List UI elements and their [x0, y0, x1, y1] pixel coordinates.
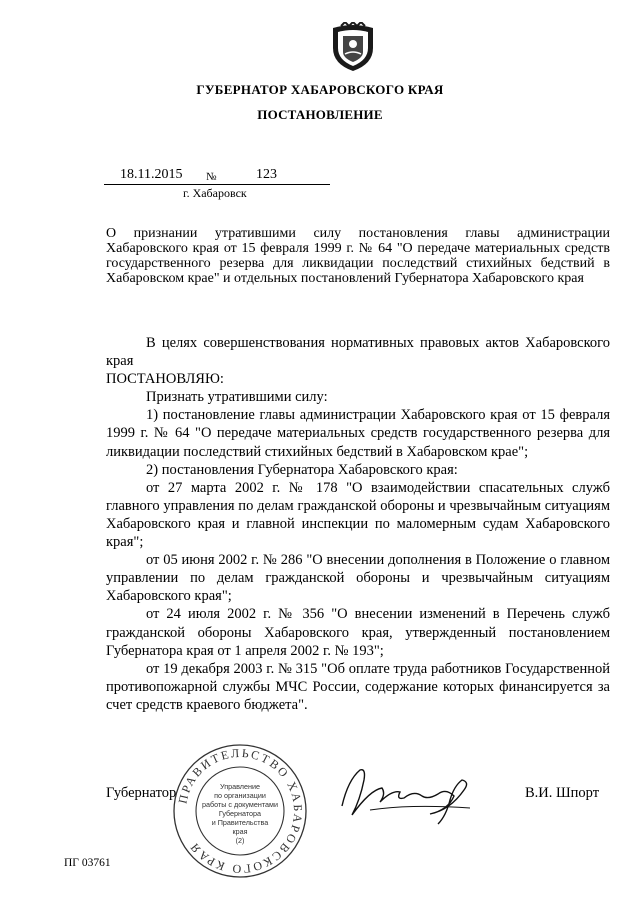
decree-number: 123 [256, 167, 277, 182]
date-number-line [104, 167, 330, 185]
stamp-line: края [232, 827, 248, 836]
decree-title: ПОСТАНОВЛЕНИЕ [257, 107, 383, 122]
stamp-line: по организации [214, 791, 266, 800]
coat-of-arms-icon [329, 22, 377, 72]
handwritten-signature [330, 760, 480, 830]
body-intro: В целях совершенствования нормативных правовых актов Хабаровского края [106, 335, 610, 370]
stamp-line: Управление [220, 782, 260, 791]
body-subitem-2: от 05 июня 2002 г. № 286 "О внесении дополнения в Положение о главном управлении по делам гражданской обороны и чрезвычайным ситуациям Хабаровского края"; [106, 552, 610, 605]
body-decree: ПОСТАНОВЛЯЮ: [106, 371, 224, 388]
official-stamp [172, 743, 308, 879]
city: г. Хабаровск [183, 186, 247, 200]
decree-date: 18.11.2015 [120, 167, 183, 182]
stamp-ring-text: ПРАВИТЕЛЬСТВО ХАБАРОВСКОГО КРАЯ [175, 745, 306, 877]
stamp-line: (2) [235, 836, 245, 845]
decree-subject: О признании утратившими силу постановления главы администрации Хабаровского края от 15 февраля 1999 г. № 64 "О передаче материальных средств государственного резерва для ликвидации последствий стихийных бедствий в Хабаровском крае" и отдельных постановлений Губернатора Хабаровского края [106, 226, 610, 286]
body-subitem-3: от 24 июля 2002 г. № 356 "О внесении изменений в Перечень служб гражданской обороны Хабаровского края, утвержденный постановлением Губернатора края от 1 апреля 2002 г. № 193"; [106, 606, 610, 659]
stamp-line: и Правительства [211, 818, 269, 827]
body-recognize: Признать утратившими силу: [146, 389, 328, 406]
signature-role: Губернатор [106, 785, 177, 801]
signature-name: В.И. Шпорт [525, 785, 600, 801]
body-item-1: 1) постановление главы администрации Хабаровского края от 15 февраля 1999 г. № 64 "О передаче материальных средств государственного резерва для ликвидации последствий стихийных бедствий в Хабаровском крае"; [106, 407, 610, 460]
stamp-line: Губернатора [218, 809, 262, 818]
governor-title: ГУБЕРНАТОР ХАБАРОВСКОГО КРАЯ [196, 82, 444, 97]
body-item-2: 2) постановления Губернатора Хабаровского края: [146, 461, 458, 478]
decree-body [106, 334, 610, 714]
footer-code: ПГ 03761 [64, 857, 111, 869]
body-subitem-4: от 19 декабря 2003 г. № 315 "Об оплате труда работников Государственной противопожарной службы МЧС России, содержание которых финансируется за счет средств краевого бюджета". [106, 660, 610, 713]
stamp-line: работы с документами [202, 800, 278, 809]
number-sign: № [206, 171, 217, 183]
body-subitem-1: от 27 марта 2002 г. № 178 "О взаимодействии спасательных служб главного управления по делам гражданской обороны и чрезвычайным ситуациям Хабаровского края и главной инспекции по маломерным судам Хабаровского края"; [106, 479, 610, 551]
